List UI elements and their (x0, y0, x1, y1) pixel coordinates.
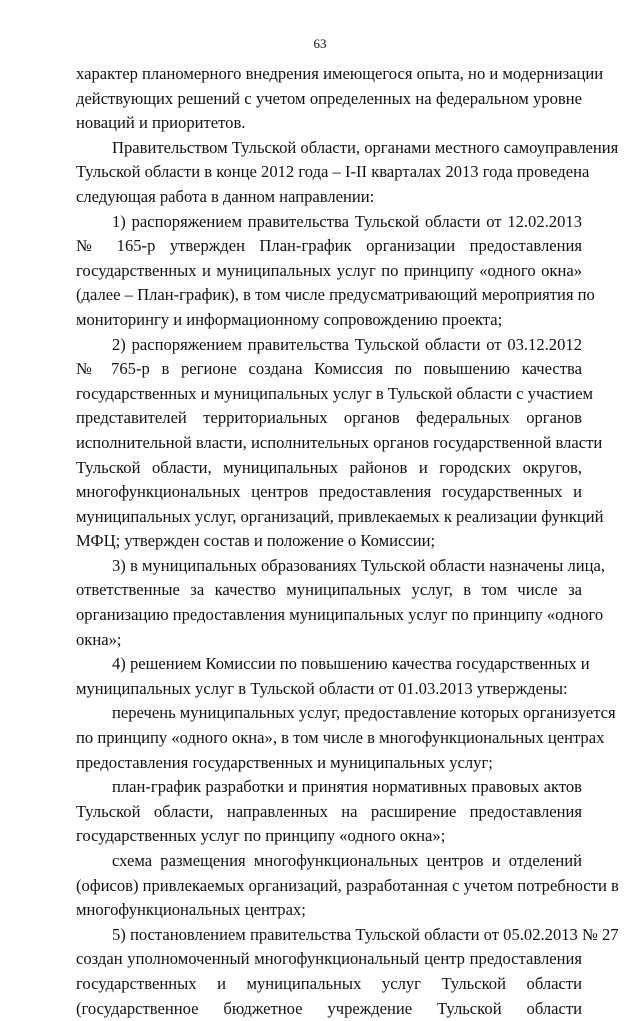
text-line: 1) распоряжением правительства Тульской области от 12.02.2013 (112, 211, 582, 231)
text-line: действующих решений с учетом определенных на федеральном уровне (76, 88, 582, 108)
text-line: Тульской области в конце 2012 года – I-II кварталах 2013 года проведена (76, 162, 590, 182)
text-line: предоставления государственных и муниципальных услуг; (76, 752, 493, 772)
text-line: 2) распоряжением правительства Тульской области от 03.12.2012 (112, 334, 582, 354)
paragraph-subitem-3 (76, 849, 619, 923)
text-line: следующая работа в данном направлении: (76, 186, 375, 206)
text-line: № 765-р в регионе создана Комиссия по повышению качества (76, 359, 582, 379)
paragraph-subitem-1 (76, 701, 616, 775)
page-number: 63 (313, 36, 327, 51)
text-line: № 165-р утвержден План-график организации предоставления (76, 236, 582, 256)
paragraph-item-4 (76, 652, 590, 701)
text-line: государственных и муниципальных услуг Тульской области (76, 973, 582, 993)
paragraph-item-3 (76, 554, 606, 652)
text-line: схема размещения многофункциональных центров и отделений (112, 851, 582, 870)
text-line: создан уполномоченный многофункциональный центр предоставления (76, 949, 582, 969)
text-line: (офисов) привлекаемых организаций, разработанная с учетом потребности в (76, 875, 619, 895)
text-line: перечень муниципальных услуг, предоставление которых организуется (112, 703, 616, 723)
paragraph-item-1 (76, 210, 595, 333)
paragraph-item-2 (76, 333, 604, 554)
text-line: Тульской области, муниципальных районов и городских округов, (76, 457, 582, 477)
text-line: ответственные за качество муниципальных услуг, в том числе за (76, 580, 582, 600)
text-line: Правительством Тульской области, органами местного самоуправления (112, 137, 619, 157)
text-line: 5) постановлением правительства Тульской области от 05.02.2013 № 27 (112, 924, 619, 944)
text-line: мониторингу и информационному сопровождению проекта; (76, 309, 503, 329)
text-line: 4) решением Комиссии по повышению качества государственных и (112, 654, 590, 674)
text-line: МФЦ; утвержден состав и положение о Комиссии; (76, 531, 436, 551)
paragraph-2 (76, 136, 619, 210)
text-line: государственных и муниципальных услуг в Тульской области с участием (76, 383, 594, 403)
paragraph-subitem-2 (76, 775, 582, 849)
text-line: государственных услуг по принципу «одного окна»; (76, 826, 446, 846)
text-line: исполнительной власти, исполнительных органов государственной власти (76, 432, 603, 452)
paragraph-1 (76, 62, 604, 136)
text-line: муниципальных услуг в Тульской области от 01.03.2013 утверждены: (76, 678, 568, 698)
text-line: представителей территориальных органов федеральных органов (76, 408, 582, 428)
text-line: окна»; (76, 629, 122, 649)
text-line: план-график разработки и принятия нормативных правовых актов (112, 777, 582, 797)
text-line: муниципальных услуг, организаций, привлекаемых к реализации функций (76, 506, 604, 526)
text-line: многофункциональных центрах; (76, 900, 306, 920)
text-line: организацию предоставления муниципальных услуг по принципу «одного (76, 605, 604, 625)
text-line: характер планомерного внедрения имеющегося опыта, но и модернизации (76, 64, 604, 83)
text-line: 3) в муниципальных образованиях Тульской области назначены лица, (112, 555, 606, 575)
paragraph-item-5 (76, 923, 619, 1021)
text-line: (далее – План-график), в том числе предусматривающий мероприятия по (76, 285, 595, 305)
document-body (76, 62, 619, 1021)
text-line: (государственное бюджетное учреждение Тульской области (76, 998, 582, 1018)
text-line: новаций и приоритетов. (76, 113, 246, 133)
text-line: многофункциональных центров предоставления государственных и (76, 482, 582, 502)
text-line: по принципу «одного окна», в том числе в многофункциональных центрах (76, 728, 605, 748)
text-line: государственных и муниципальных услуг по принципу «одного окна» (76, 260, 582, 280)
text-line: Тульской области, направленных на расширение предоставления (76, 801, 582, 821)
